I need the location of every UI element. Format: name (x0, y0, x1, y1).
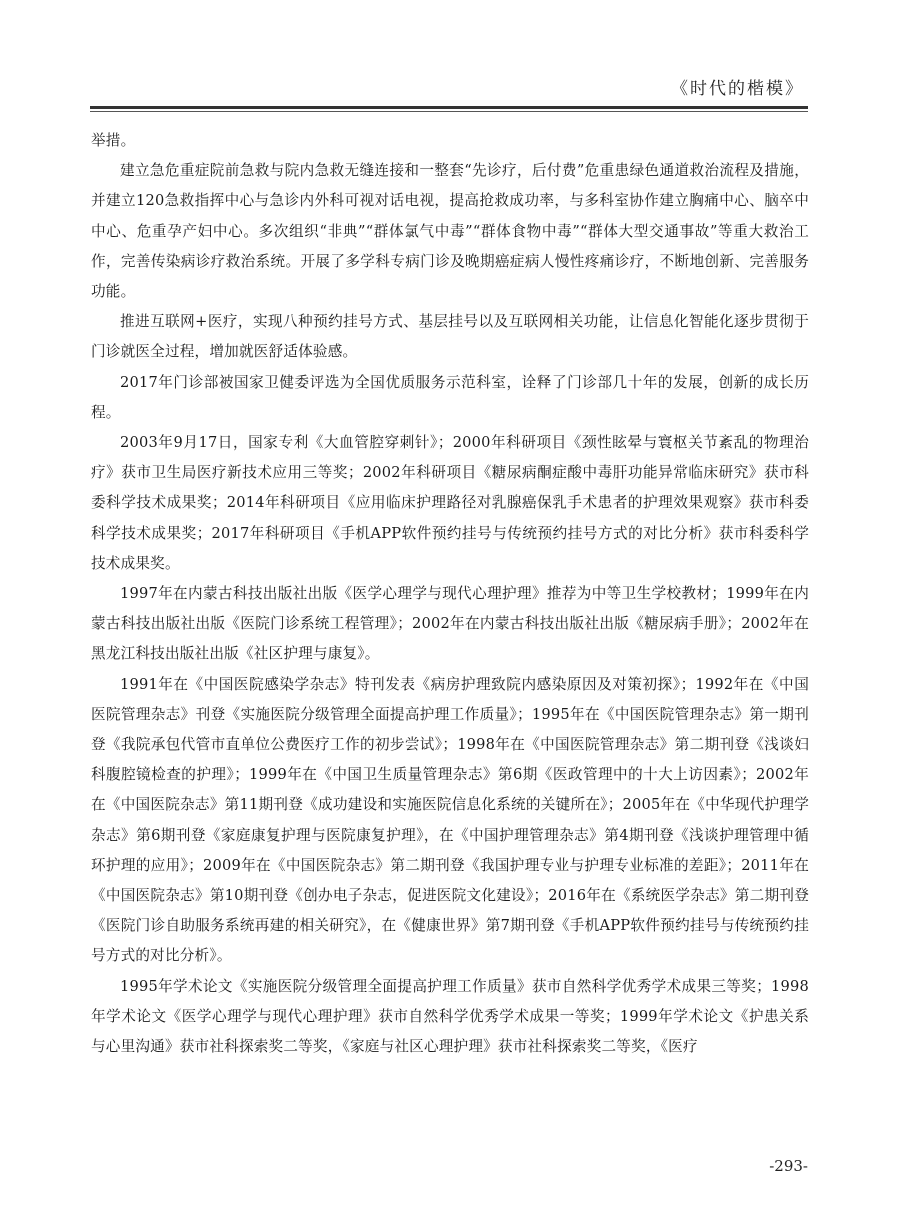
paragraph: 1991年在《中国医院感染学杂志》特刊发表《病房护理致院内感染原因及对策初探》；1992年在《中国医院管理杂志》刊登《实施医院分级管理全面提高护理工作质量》；1995年在《中国医院管理杂志》第一期刊登《我院承包代管市直单位公费医疗工作的初步尝试》；1998年在《中国医院管理杂志》第二期刊登《浅谈妇科腹腔镜检查的护理》；1999年在《中国卫生质量管理杂志》第6期《医政管理中的十大上访因素》；2002年在《中国医院杂志》第11期刊登《成功建设和实施医院信息化系统的关键所在》；2005年在《中华现代护理学杂志》第6期刊登《家庭康复护理与医院康复护理》，在《中国护理管理杂志》第4期刊登《浅谈护理管理中循环护理的应用》；2009年在《中国医院杂志》第二期刊登《我国护理专业与护理专业标准的差距》；2011年在《中国医院杂志》第10期刊登《创办电子杂志，促进医院文化建设》；2016年在《系统医学杂志》第二期刊登《医院门诊自助服务系统再建的相关研究》，在《健康世界》第7期刊登《手机APP软件预约挂号与传统预约挂号方式的对比分析》。 (91, 675, 809, 965)
header-rule-thin (90, 111, 808, 112)
paragraph: 举措。 (91, 132, 136, 149)
paragraph: 推进互联网+医疗，实现八种预约挂号方式、基层挂号以及互联网相关功能，让信息化智能化逐步贯彻于门诊就医全过程，增加就医舒适体验感。 (91, 313, 809, 361)
paragraph: 建立急危重症院前急救与院内急救无缝连接和一整套“先诊疗，后付费”危重患绿色通道救治流程及措施，并建立120急救指挥中心与急诊内外科可视对话电视，提高抢救成功率，与多科室协作建立胸痛中心、脑卒中中心、危重孕产妇中心。多次组织“非典”“群体氯气中毒”“群体食物中毒”“群体大型交通事故”等重大救治工作，完善传染病诊疗救治系统。开展了多学科专病门诊及晚期癌症病人慢性疼痛诊疗，不断地创新、完善服务功能。 (91, 162, 809, 301)
paragraph: 2017年门诊部被国家卫健委评选为全国优质服务示范科室，诠释了门诊部几十年的发展，创新的成长历程。 (91, 373, 809, 421)
header-rule (90, 106, 808, 109)
paragraph: 2003年9月17日，国家专利《大血管腔穿刺针》；2000年科研项目《颈性眩晕与寰枢关节紊乱的物理治疗》获市卫生局医疗新技术应用三等奖；2002年科研项目《糖尿病酮症酸中毒肝功能异常临床研究》获市科委科学技术成果奖；2014年科研项目《应用临床护理路径对乳腺癌保乳手术患者的护理效果观察》获市科委科学技术成果奖；2017年科研项目《手机APP软件预约挂号与传统预约挂号方式的对比分析》获市科委科学技术成果奖。 (91, 434, 809, 572)
page-number: -293- (769, 1157, 808, 1175)
body-text (91, 126, 809, 1062)
paragraph: 1997年在内蒙古科技出版社出版《医学心理学与现代心理护理》推荐为中等卫生学校教材；1999年在内蒙古科技出版社出版《医院门诊系统工程管理》；2002年在内蒙古科技出版社出版《糖尿病手册》；2002年在黑龙江科技出版社出版《社区护理与康复》。 (91, 585, 809, 663)
running-header-title: 《时代的楷模》 (671, 79, 804, 99)
paragraph: 1995年学术论文《实施医院分级管理全面提高护理工作质量》获市自然科学优秀学术成果三等奖；1998年学术论文《医学心理学与现代心理护理》获市自然科学优秀学术成果一等奖；1999年学术论文《护患关系与心里沟通》获市社科探索奖二等奖，《家庭与社区心理护理》获市社科探索奖二等奖，《医疗 (91, 977, 809, 1056)
